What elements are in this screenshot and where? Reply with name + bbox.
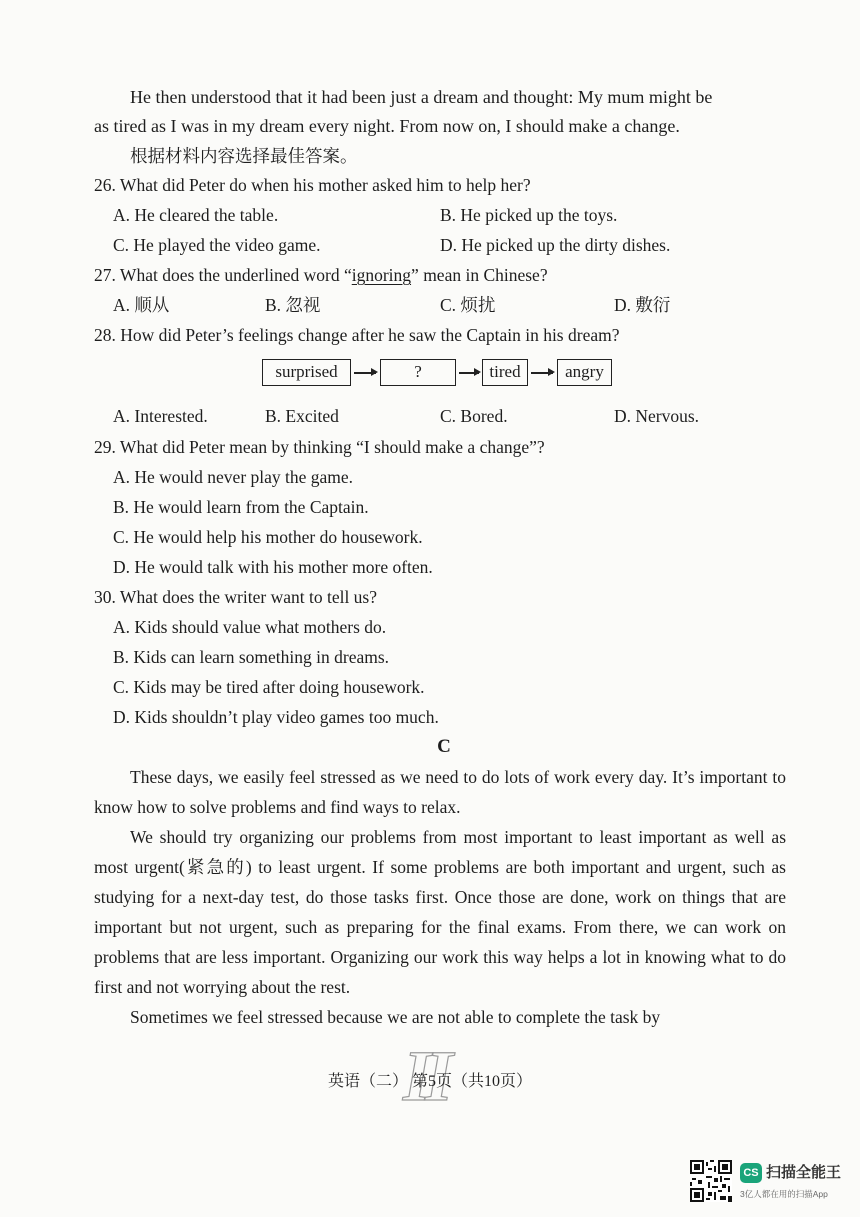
intro-line-2: as tired as I was in my dream every night. From now on, I should make a change. — [94, 116, 680, 136]
flow-box-unknown: ? — [380, 359, 456, 386]
q30-option-c: C. Kids may be tired after doing housework. — [113, 677, 425, 697]
q30-option-d: D. Kids shouldn’t play video games too much. — [113, 707, 439, 727]
q26-option-b: B. He picked up the toys. — [440, 205, 618, 225]
footer-subject: 英语（二） — [327, 1073, 408, 1090]
q28-option-c: C. Bored. — [440, 406, 508, 426]
underlined-word: ignoring — [351, 265, 412, 285]
q29-option-a: A. He would never play the game. — [113, 467, 354, 487]
footer-page-number: 第5页（共10页） — [412, 1073, 533, 1090]
feelings-flow-diagram — [262, 359, 622, 389]
question-28: 28. How did Peter’s feelings change after he saw the Captain in his dream? — [94, 325, 620, 345]
flow-arrow — [354, 372, 376, 374]
roman-numeral-watermark: II — [403, 1036, 448, 1116]
passage-c-paragraph-2: We should try organizing our problems from most important to least important as well as most urgent(紧急的) to least urgent. If some problems are both important and urgent, such as studying for a next-day test, do those tasks first. Once those are done, work on things that are important but not urgent, such as preparing for the final exams. From there, we can work on problems that are less important. Organizing our work this way helps a lot in knowing what to do first and not worrying about the rest. — [94, 827, 786, 997]
question-27: 27. What does the underlined word “ignoring” mean in Chinese? — [94, 265, 548, 285]
q26-option-d: D. He picked up the dirty dishes. — [440, 235, 671, 255]
scanner-app-tagline: 3亿人都在用的扫描App — [740, 1189, 828, 1199]
flow-box-angry: angry — [557, 359, 612, 386]
q29-option-b: B. He would learn from the Captain. — [113, 497, 369, 517]
section-heading-c: C — [437, 736, 451, 757]
q27-option-b: B. 忽视 — [265, 295, 321, 315]
q30-option-b: B. Kids can learn something in dreams. — [113, 647, 390, 667]
page-footer — [0, 1068, 860, 1091]
intro-line-1: He then understood that it had been just a dream and thought: My mum might be — [130, 87, 713, 107]
q28-option-d: D. Nervous. — [614, 406, 700, 426]
passage-c-paragraph-3: Sometimes we feel stressed because we are not able to complete the task by — [130, 1007, 661, 1027]
q28-option-b: B. Excited — [265, 406, 339, 426]
q27-option-c: C. 烦扰 — [440, 295, 496, 315]
flow-box-tired: tired — [482, 359, 528, 386]
q29-option-d: D. He would talk with his mother more often. — [113, 557, 433, 577]
q27-option-a: A. 顺从 — [113, 295, 170, 315]
question-30: 30. What does the writer want to tell us? — [94, 587, 378, 607]
q28-option-a: A. Interested. — [113, 406, 208, 426]
q26-option-c: C. He played the video game. — [113, 235, 321, 255]
question-26: 26. What did Peter do when his mother asked him to help her? — [94, 175, 531, 195]
flow-arrow — [459, 372, 479, 374]
qr-code-icon — [690, 1160, 732, 1202]
question-29: 29. What did Peter mean by thinking “I should make a change”? — [94, 437, 545, 457]
q26-option-a: A. He cleared the table. — [113, 205, 279, 225]
q29-option-c: C. He would help his mother do housework. — [113, 527, 423, 547]
scanner-app-name: 扫描全能王 — [766, 1164, 842, 1181]
passage-c-paragraph-1: These days, we easily feel stressed as we need to do lots of work every day. It’s important to know how to solve problems and find ways to relax. — [94, 767, 786, 817]
camscanner-logo-icon: CS — [740, 1163, 762, 1183]
flow-box-surprised: surprised — [262, 359, 351, 386]
q30-option-a: A. Kids should value what mothers do. — [113, 617, 387, 637]
q27-option-d: D. 敷衍 — [614, 295, 671, 315]
flow-arrow — [531, 372, 553, 374]
instruction: 根据材料内容选择最佳答案。 — [130, 146, 358, 166]
